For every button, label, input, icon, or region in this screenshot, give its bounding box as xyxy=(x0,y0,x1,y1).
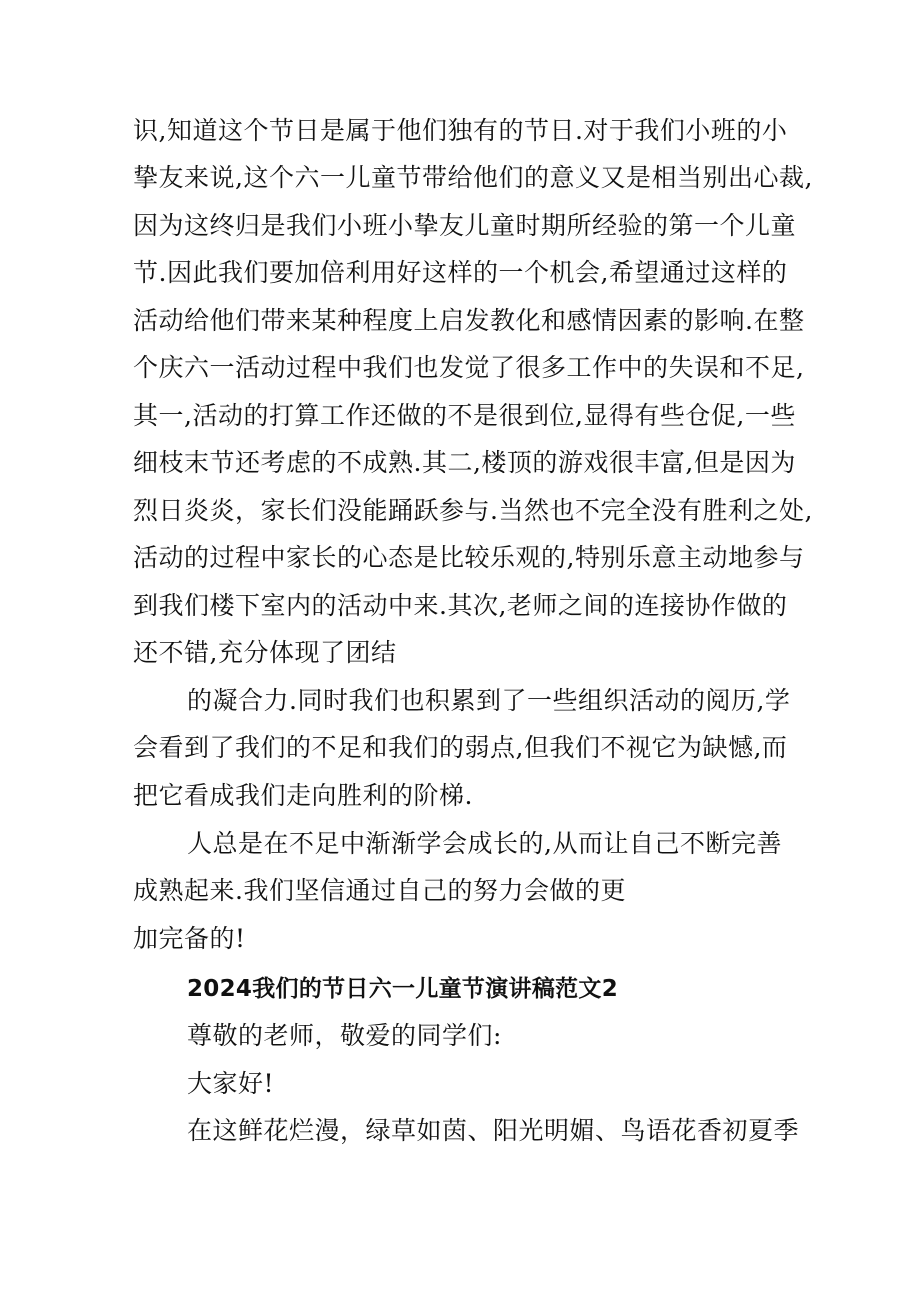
text-line-4: 节.因此我们要加倍利用好这样的一个机会,希望通过这样的 xyxy=(133,258,788,287)
text-line-1: 识,知道这个节日是属于他们独有的节日.对于我们小班的小 xyxy=(133,116,788,145)
text-line-8: 细枝末节还考虑的不成熟.其二,楼顶的游戏很丰富,但是因为 xyxy=(133,448,796,477)
text-line-15: 把它看成我们走向胜利的阶梯. xyxy=(133,781,473,810)
text-line-2: 挚友来说,这个六一儿童节带给他们的意义又是相当别出心裁, xyxy=(133,163,813,192)
text-line-10: 活动的过程中家长的心态是比较乐观的,特别乐意主动地参与 xyxy=(133,543,805,572)
text-line-9: 烈日炎炎，家长们没能踊跃参与.当然也不完全没有胜利之处, xyxy=(133,496,813,525)
text-line-14: 会看到了我们的不足和我们的弱点,但我们不视它为缺憾,而 xyxy=(133,733,788,762)
section-heading: 2024我们的节日六一儿童节演讲稿范文2 xyxy=(187,976,619,1002)
text-line-5: 活动给他们带来某种程度上启发教化和感情因素的影响.在整 xyxy=(133,306,805,335)
text-line-12: 还不错,充分体现了团结 xyxy=(133,638,397,667)
text-line-13: 的凝合力.同时我们也积累到了一些组织活动的阅历,学 xyxy=(187,686,791,715)
text-line-last: 在这鲜花烂漫，绿草如茵、阳光明媚、鸟语花香初夏季 xyxy=(187,1116,800,1145)
text-line-3: 因为这终归是我们小班小挚友儿童时期所经验的第一个儿童 xyxy=(133,211,797,240)
salutation-line: 尊敬的老师，敬爱的同学们: xyxy=(187,1021,502,1050)
text-line-18: 加完备的! xyxy=(133,924,246,953)
greeting-line: 大家好! xyxy=(187,1069,275,1098)
text-line-16: 人总是在不足中渐渐学会成长的,从而让自己不断完善 xyxy=(187,829,782,858)
text-line-7: 其一,活动的打算工作还做的不是很到位,显得有些仓促,一些 xyxy=(133,401,796,430)
text-line-11: 到我们楼下室内的活动中来.其次,老师之间的连接协作做的 xyxy=(133,591,788,620)
text-line-17: 成熟起来.我们坚信通过自己的努力会做的更 xyxy=(133,876,626,905)
text-line-6: 个庆六一活动过程中我们也发觉了很多工作中的失误和不足, xyxy=(133,353,805,382)
